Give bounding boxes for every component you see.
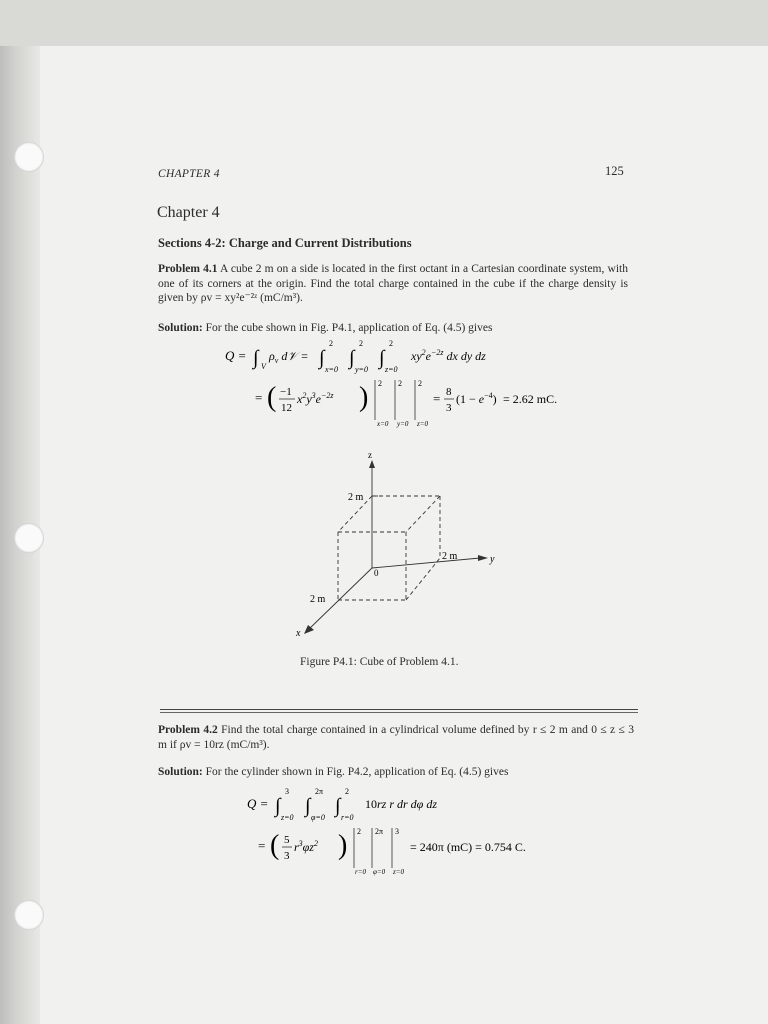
svg-text:2: 2	[378, 379, 382, 388]
svg-text:3: 3	[285, 787, 289, 796]
svg-text:12: 12	[281, 402, 292, 414]
z-arrow	[369, 460, 375, 468]
solution-text: For the cube shown in Fig. P4.1, application of Eq. (4.5) gives	[205, 322, 493, 334]
svg-text:2: 2	[345, 787, 349, 796]
binder-hole	[14, 142, 44, 172]
svg-text:8: 8	[446, 386, 452, 398]
svg-text:2: 2	[359, 339, 363, 348]
svg-text:z=0: z=0	[393, 868, 404, 876]
svg-text:=: =	[433, 391, 441, 406]
x-dimension-label: 2 m	[310, 594, 326, 605]
svg-text:φ=0: φ=0	[373, 868, 386, 876]
svg-text:=: =	[255, 390, 263, 405]
svg-text:∫: ∫	[335, 795, 341, 817]
y-label: y	[490, 554, 495, 565]
divider	[160, 712, 638, 713]
origin-label: 0	[374, 568, 379, 578]
svg-text:xy2e−2z dx dy dz: $xy^2e^{-2z}$ dx dy dz	[411, 348, 486, 363]
svg-text:∫: ∫	[379, 347, 385, 369]
svg-text:∫: ∫	[305, 795, 311, 817]
z-dimension-label: 2 m	[348, 492, 364, 503]
svg-text:∫: ∫	[253, 347, 259, 369]
svg-text:x=0: x=0	[325, 365, 338, 374]
svg-text:ρv d𝒱 =: $\rho_v$ d𝒱 =	[269, 349, 309, 365]
svg-text:Q =: Q =	[225, 348, 247, 363]
svg-text:(: (	[270, 830, 280, 861]
svg-text:2: 2	[418, 379, 422, 388]
solution-label: Solution:	[158, 322, 203, 334]
equation-4-1-line2	[255, 374, 575, 430]
equation-4-1-line1	[225, 334, 545, 378]
svg-text:y=0: y=0	[397, 420, 409, 428]
svg-text:): )	[338, 830, 348, 861]
y-dimension-label: 2 m	[442, 551, 458, 562]
svg-text:V: V	[261, 362, 266, 371]
figure-caption: Figure P4.1: Cube of Problem 4.1.	[300, 656, 459, 668]
svg-text:Q =: Q =	[247, 796, 269, 811]
divider	[160, 709, 638, 710]
problem-4-1	[158, 262, 628, 306]
y-axis	[372, 558, 480, 568]
svg-text:y=0: y=0	[355, 365, 368, 374]
y-arrow	[478, 555, 488, 561]
svg-text:z=0: z=0	[417, 420, 428, 428]
result-4-1: = 2.62 mC.	[503, 392, 558, 406]
problem-text: A cube 2 m on a side is located in the first octant in a Cartesian coordinate system, with one of its corners at the origin. Find the total charge contained in the cube if the charge density is given by ρv = xy²e⁻²ᶻ (mC/m³).	[158, 263, 628, 304]
svg-text:x=0: x=0	[377, 420, 389, 428]
svg-text:2: 2	[398, 379, 402, 388]
section-title: Sections 4-2: Charge and Current Distributions	[158, 236, 412, 250]
svg-text:∫: ∫	[349, 347, 355, 369]
svg-text:2: 2	[389, 339, 393, 348]
svg-text:∫: ∫	[319, 347, 325, 369]
svg-text:(1 − e−4): $(1 - e^{-4})$	[456, 391, 497, 406]
svg-text:∫: ∫	[275, 795, 281, 817]
solution-label: Solution:	[158, 766, 203, 778]
svg-text:3: 3	[284, 850, 290, 862]
svg-text:2: 2	[329, 339, 333, 348]
svg-text:−1: −1	[280, 386, 292, 398]
solution-text: For the cylinder shown in Fig. P4.2, application of Eq. (4.5) gives	[205, 766, 509, 778]
svg-text:2π: 2π	[375, 827, 384, 836]
svg-text:2: 2	[357, 827, 361, 836]
svg-text:z=0: z=0	[281, 813, 294, 822]
binder-hole	[14, 523, 44, 553]
page-number: 125	[605, 164, 624, 178]
z-label: z	[368, 450, 372, 460]
svg-text:3: 3	[446, 402, 452, 414]
problem-label: Problem 4.1	[158, 263, 218, 275]
equation-4-2-line2	[258, 822, 578, 878]
svg-text:x2y3e−2z: $x^2y^3e^{-2z}$	[297, 391, 334, 406]
problem-4-2	[158, 723, 634, 752]
svg-text:r=0: r=0	[355, 868, 366, 876]
svg-text:=: =	[258, 838, 266, 853]
problem-text: Find the total charge contained in a cylindrical volume defined by r ≤ 2 m and 0 ≤ z ≤ 3 m if ρv = 10rz (mC/m³).	[158, 724, 634, 751]
svg-text:5: 5	[284, 834, 290, 846]
x-label: x	[296, 628, 301, 639]
svg-text:(: (	[267, 382, 277, 413]
x-arrow	[304, 625, 314, 634]
svg-text:r=0: r=0	[341, 813, 354, 822]
svg-text:z=0: z=0	[385, 365, 398, 374]
solution-4-2	[158, 765, 628, 780]
figure-cube	[290, 450, 510, 640]
svg-text:10rz r dr dφ dz: 10rz r dr dφ dz	[365, 797, 437, 811]
running-header: CHAPTER 4	[158, 168, 220, 180]
svg-text:3: 3	[395, 827, 399, 836]
chapter-title: Chapter 4	[157, 204, 220, 221]
svg-text:r3φz2: $r^3\varphi z^2$	[294, 839, 318, 854]
equation-4-2-line1	[247, 782, 507, 826]
problem-label: Problem 4.2	[158, 724, 218, 736]
svg-text:φ=0: φ=0	[311, 813, 325, 822]
svg-text:): )	[359, 382, 369, 413]
result-4-2: = 240π (mC) = 0.754 C.	[410, 840, 526, 854]
svg-text:2π: 2π	[315, 787, 324, 796]
binder-hole	[14, 900, 44, 930]
